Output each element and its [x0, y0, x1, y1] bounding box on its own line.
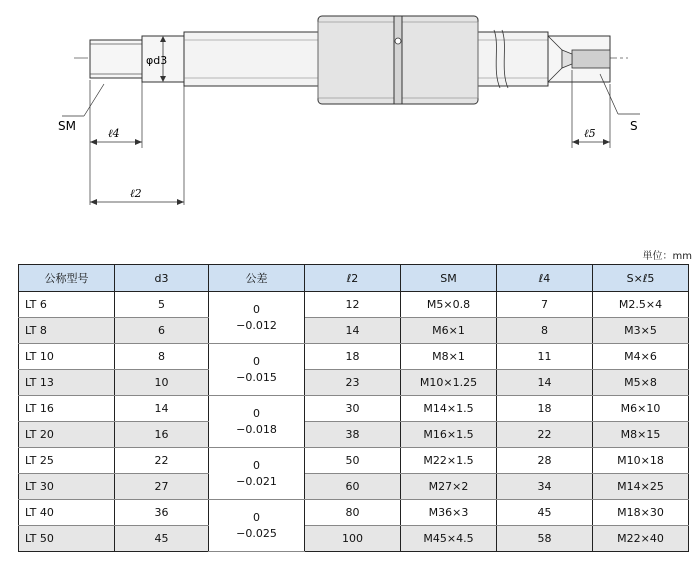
table-row [19, 344, 689, 370]
cell-sl5: M2.5×4 [593, 292, 689, 318]
cell-model: LT 50 [19, 526, 115, 552]
cell-d3: 5 [115, 292, 209, 318]
tolerance-lower: −0.012 [236, 318, 277, 332]
header-l4: ℓ4 [497, 265, 593, 292]
tolerance-upper: 0 [253, 406, 260, 420]
sm-leader [84, 84, 104, 116]
cell-sm: M16×1.5 [401, 422, 497, 448]
cell-model: LT 16 [19, 396, 115, 422]
cell-l4: 58 [497, 526, 593, 552]
table-row [19, 292, 689, 318]
cell-sm: M10×1.25 [401, 370, 497, 396]
cell-sm: M6×1 [401, 318, 497, 344]
cell-d3: 36 [115, 500, 209, 526]
cell-d3: 6 [115, 318, 209, 344]
cell-d3: 10 [115, 370, 209, 396]
table-row [19, 474, 689, 500]
cell-sl5: M3×5 [593, 318, 689, 344]
lube-hole [395, 38, 401, 44]
cell-l4: 34 [497, 474, 593, 500]
cell-model: LT 6 [19, 292, 115, 318]
cell-sm: M14×1.5 [401, 396, 497, 422]
l5-label: ℓ5 [584, 127, 596, 140]
cell-d3: 8 [115, 344, 209, 370]
cell-sl5: M6×10 [593, 396, 689, 422]
cell-tolerance [209, 292, 305, 344]
tolerance-upper: 0 [253, 354, 260, 368]
d3-label: φd3 [146, 54, 168, 67]
cell-sm: M8×1 [401, 344, 497, 370]
cell-model: LT 30 [19, 474, 115, 500]
cell-l4: 18 [497, 396, 593, 422]
cell-model: LT 13 [19, 370, 115, 396]
tolerance-upper: 0 [253, 458, 260, 472]
cell-sl5: M8×15 [593, 422, 689, 448]
cell-sl5: M10×18 [593, 448, 689, 474]
table-row [19, 422, 689, 448]
cell-d3: 16 [115, 422, 209, 448]
cell-sl5: M22×40 [593, 526, 689, 552]
cell-l2: 38 [305, 422, 401, 448]
cell-model: LT 8 [19, 318, 115, 344]
cell-model: LT 10 [19, 344, 115, 370]
cell-sm: M5×0.8 [401, 292, 497, 318]
cell-model: LT 40 [19, 500, 115, 526]
cell-sl5: M5×8 [593, 370, 689, 396]
cell-l2: 23 [305, 370, 401, 396]
header-sm: SM [401, 265, 497, 292]
cell-l4: 14 [497, 370, 593, 396]
header-l2: ℓ2 [305, 265, 401, 292]
table-row [19, 500, 689, 526]
cell-model: LT 25 [19, 448, 115, 474]
tolerance-lower: −0.018 [236, 422, 277, 436]
bearing-seal [394, 16, 402, 104]
cell-d3: 22 [115, 448, 209, 474]
tolerance-lower: −0.025 [236, 526, 277, 540]
cell-l2: 14 [305, 318, 401, 344]
tolerance-upper: 0 [253, 302, 260, 316]
cell-l2: 60 [305, 474, 401, 500]
tolerance-lower: −0.015 [236, 370, 277, 384]
spec-table [18, 264, 689, 552]
header-sl5: S×ℓ5 [593, 265, 689, 292]
header-model: 公称型号 [19, 265, 115, 292]
cell-l2: 100 [305, 526, 401, 552]
s-label: S [630, 119, 638, 133]
cell-l2: 30 [305, 396, 401, 422]
cell-sm: M22×1.5 [401, 448, 497, 474]
cell-l2: 18 [305, 344, 401, 370]
tapped-hole [572, 50, 610, 68]
table-row [19, 396, 689, 422]
l2-label: ℓ2 [130, 187, 142, 200]
shaft-drawing [0, 0, 700, 240]
cell-model: LT 20 [19, 422, 115, 448]
cell-tolerance [209, 344, 305, 396]
tolerance-lower: −0.021 [236, 474, 277, 488]
tolerance-upper: 0 [253, 510, 260, 524]
cell-sl5: M4×6 [593, 344, 689, 370]
cell-sm: M36×3 [401, 500, 497, 526]
cell-tolerance [209, 396, 305, 448]
table-header-row [19, 265, 689, 292]
cell-sm: M27×2 [401, 474, 497, 500]
cell-l4: 8 [497, 318, 593, 344]
table-row [19, 526, 689, 552]
cell-d3: 45 [115, 526, 209, 552]
cell-l4: 11 [497, 344, 593, 370]
cell-l2: 12 [305, 292, 401, 318]
cell-d3: 27 [115, 474, 209, 500]
header-d3: d3 [115, 265, 209, 292]
l4-label: ℓ4 [108, 127, 120, 140]
cell-l2: 50 [305, 448, 401, 474]
cell-l4: 22 [497, 422, 593, 448]
unit-label: 単位：mm [642, 251, 692, 262]
cell-d3: 14 [115, 396, 209, 422]
cell-sm: M45×4.5 [401, 526, 497, 552]
cell-tolerance [209, 500, 305, 552]
sm-label: SM [58, 119, 76, 133]
table-row [19, 370, 689, 396]
threaded-end [90, 40, 142, 78]
table-row [19, 318, 689, 344]
cell-l4: 45 [497, 500, 593, 526]
cell-l2: 80 [305, 500, 401, 526]
cell-l4: 7 [497, 292, 593, 318]
cell-l4: 28 [497, 448, 593, 474]
cell-tolerance [209, 448, 305, 500]
header-tolerance: 公差 [209, 265, 305, 292]
table-row [19, 448, 689, 474]
cell-sl5: M18×30 [593, 500, 689, 526]
cell-sl5: M14×25 [593, 474, 689, 500]
